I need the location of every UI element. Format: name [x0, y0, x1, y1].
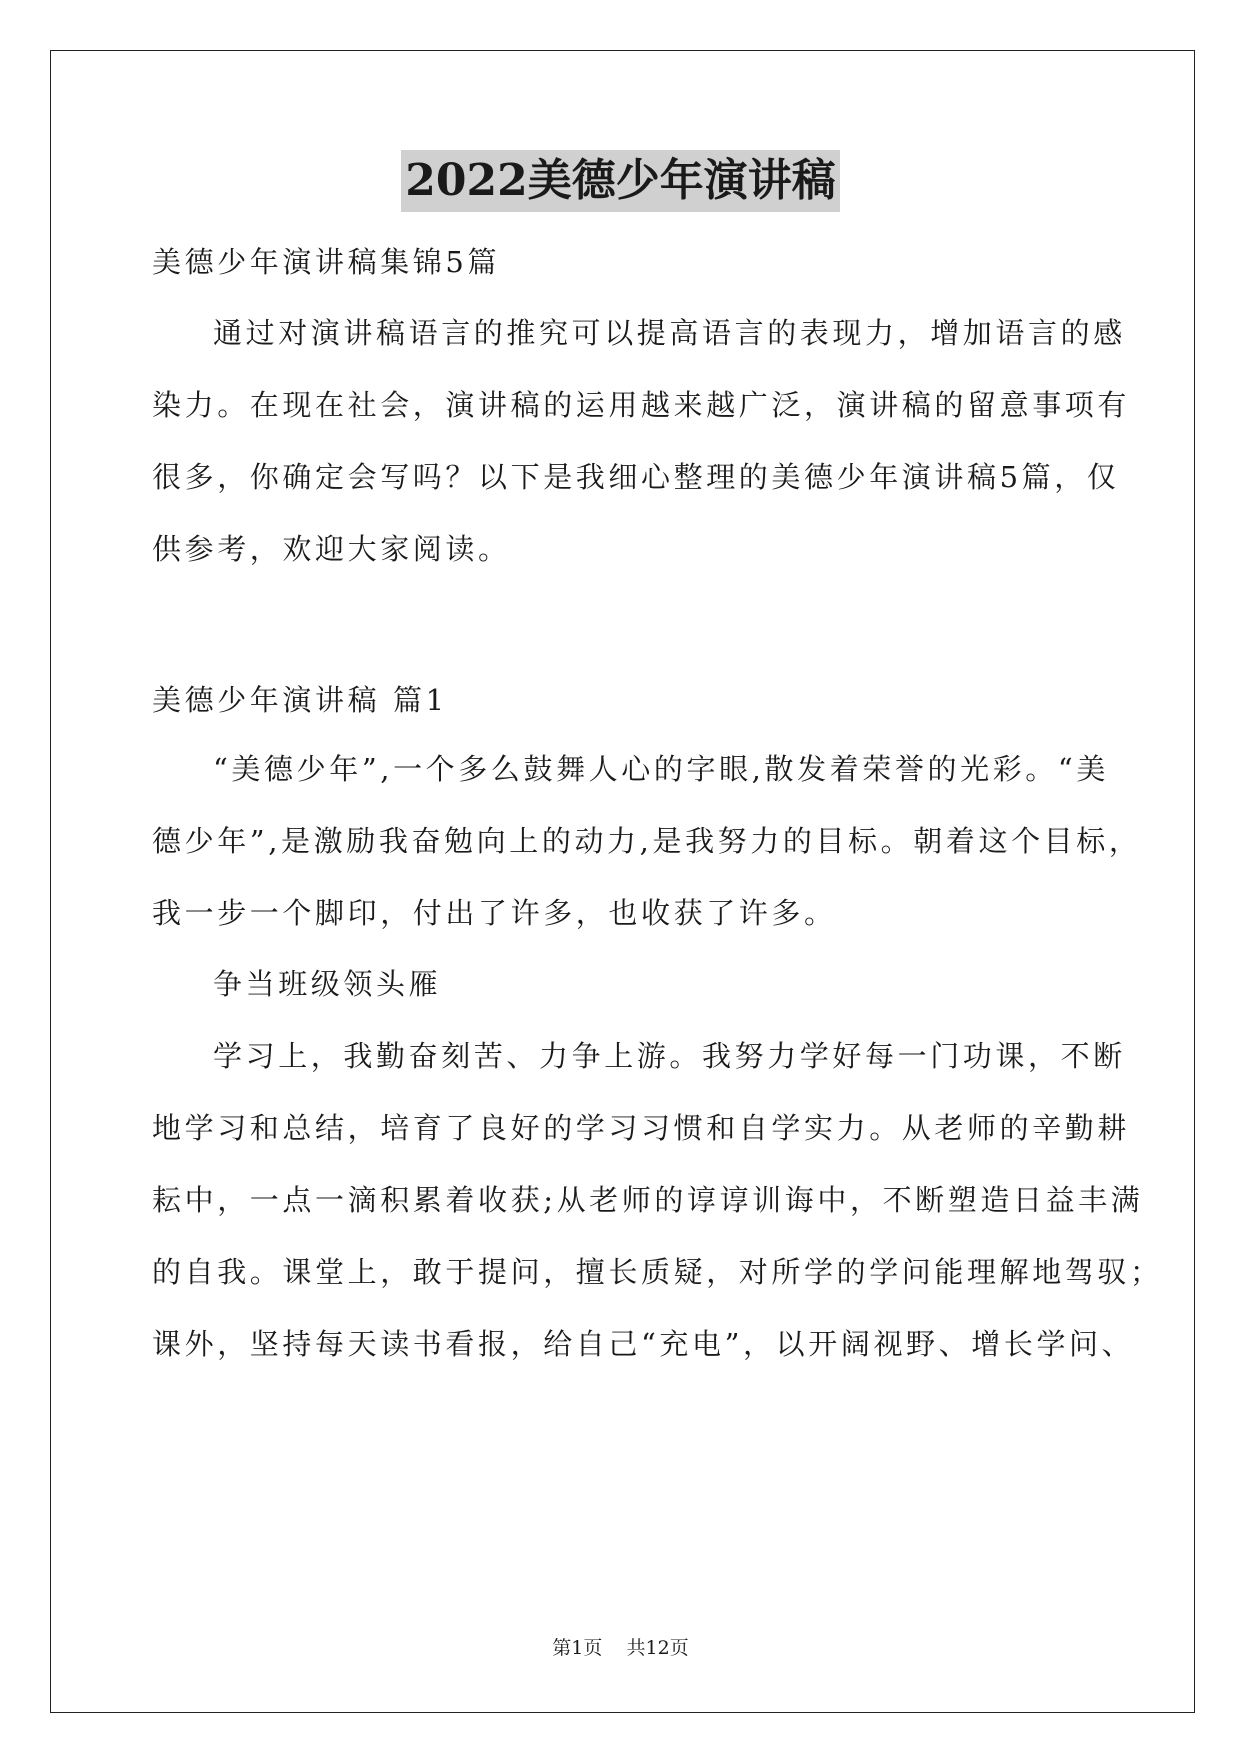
section-line-3: 我一步一个脚印，付出了许多，也收获了许多。: [152, 896, 837, 930]
intro-line-3: 很多，你确定会写吗？以下是我细心整理的美德少年演讲稿5篇，仅: [152, 460, 1120, 494]
document-subtitle: 美德少年演讲稿集锦5篇: [152, 245, 501, 279]
subheading: 争当班级领头雁: [213, 967, 442, 1001]
page-border: [50, 50, 1195, 1713]
study-line-2: 地学习和总结，培育了良好的学习习惯和自学实力。从老师的辛勤耕: [152, 1111, 1131, 1145]
section-line-1: “美德少年”,一个多么鼓舞人心的字眼,散发着荣誉的光彩。“美: [213, 752, 1109, 786]
intro-line-1: 通过对演讲稿语言的推究可以提高语言的表现力，增加语言的感: [213, 316, 1126, 350]
section-heading: 美德少年演讲稿 篇1: [152, 683, 448, 717]
page-footer: 第1页 共12页: [552, 1637, 689, 1659]
intro-line-4: 供参考，欢迎大家阅读。: [152, 532, 511, 566]
study-line-1: 学习上，我勤奋刻苦、力争上游。我努力学好每一门功课，不断: [213, 1039, 1126, 1073]
study-line-4: 的自我。课堂上，敢于提问，擅长质疑，对所学的学问能理解地驾驭；: [152, 1255, 1163, 1289]
section-line-2: 德少年”,是激励我奋勉向上的动力,是我努力的目标。朝着这个目标，: [152, 824, 1142, 858]
study-line-3: 耘中，一点一滴积累着收获;从老师的谆谆训诲中，不断塑造日益丰满: [152, 1183, 1144, 1217]
study-line-5: 课外，坚持每天读书看报，给自己“充电”，以开阔视野、增长学问、: [152, 1327, 1135, 1361]
title-container: [0, 150, 1241, 212]
intro-line-2: 染力。在现在社会，演讲稿的运用越来越广泛，演讲稿的留意事项有: [152, 388, 1131, 422]
document-title: 2022美德少年演讲稿: [401, 150, 839, 212]
